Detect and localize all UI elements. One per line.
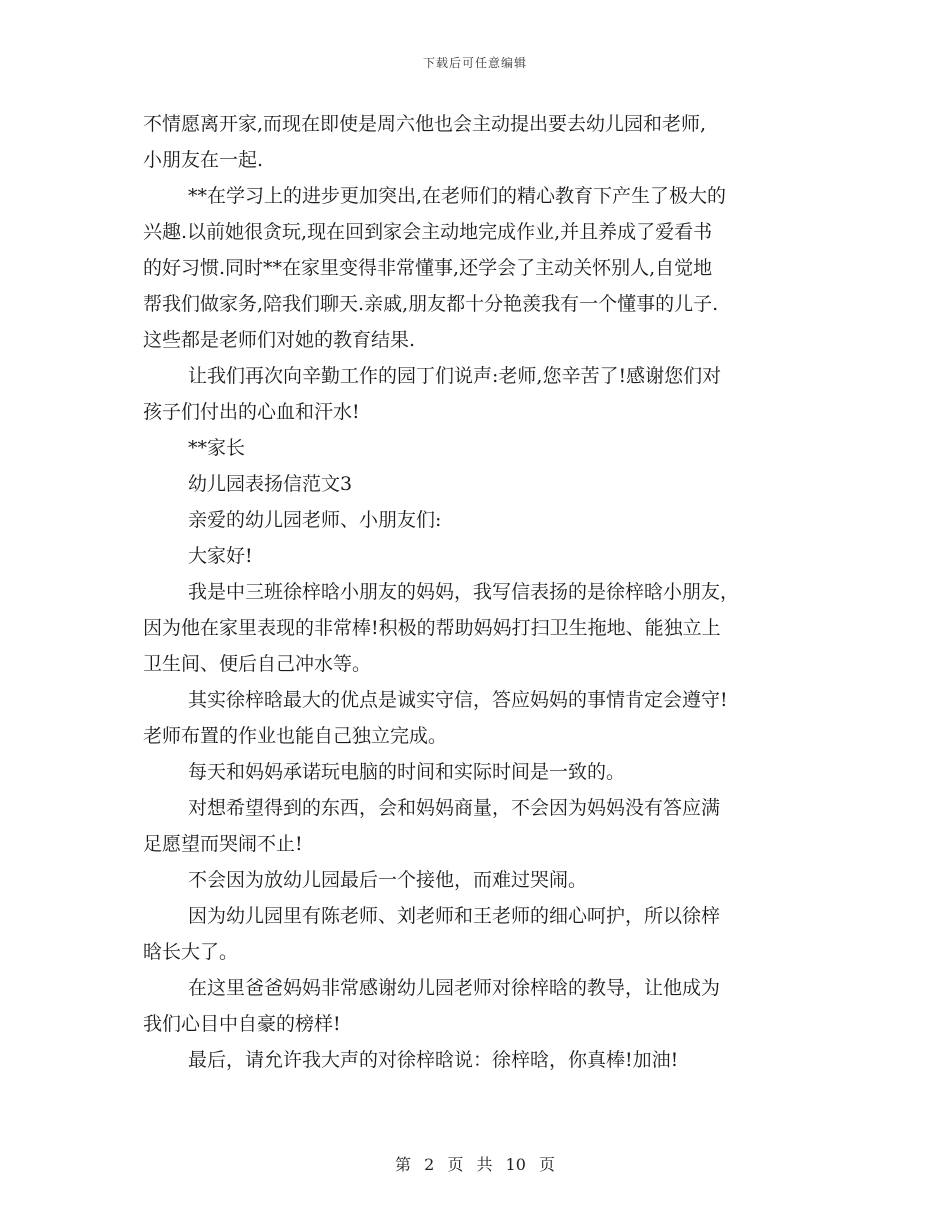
text-line: 不会因为放幼儿园最后一个接他，而难过哭闹。: [188, 869, 588, 891]
text-line: 每天和妈妈承诺玩电脑的时间和实际时间是一致的。: [188, 761, 626, 783]
text-line: 其实徐梓晗最大的优点是诚实守信，答应妈妈的事情肯定会遵守!: [188, 689, 728, 711]
page-footer: 第 2 页 共 10 页: [395, 1155, 555, 1174]
text-line: 老师布置的作业也能自己独立完成。: [143, 725, 448, 747]
text-line: 的好习惯.同时**在家里变得非常懂事,还学会了主动关怀别人,自觉地: [143, 257, 713, 279]
text-line: **在学习上的进步更加突出,在老师们的精心教育下产生了极大的: [188, 185, 727, 207]
document-body: [143, 106, 815, 1078]
text-line: 兴趣.以前她很贪玩,现在回到家会主动地完成作业,并且养成了爱看书: [143, 221, 713, 243]
header-note: 下载后可任意编辑: [422, 56, 527, 70]
text-line: 晗长大了。: [143, 941, 239, 963]
text-line: 我们心目中自豪的榜样!: [143, 1013, 341, 1035]
text-line: 卫生间、便后自己冲水等。: [143, 653, 372, 675]
text-line: 亲爱的幼儿园老师、小朋友们:: [188, 509, 442, 531]
text-line: 这些都是老师们对她的教育结果.: [143, 329, 416, 351]
text-line: 在这里爸爸妈妈非常感谢幼儿园老师对徐梓晗的教导，让他成为: [188, 977, 721, 999]
text-line: **家长: [188, 437, 246, 459]
text-line: 让我们再次向辛勤工作的园丁们说声:老师,您辛苦了!感谢您们对: [188, 365, 722, 387]
text-line: 足愿望而哭闹不止!: [143, 833, 303, 855]
text-line: 帮我们做家务,陪我们聊天.亲戚,朋友都十分艳羡我有一个懂事的儿子.: [143, 293, 719, 315]
text-line: 因为幼儿园里有陈老师、刘老师和王老师的细心呵护，所以徐梓: [188, 905, 721, 927]
text-line: 不情愿离开家,而现在即使是周六他也会主动提出要去幼儿园和老师,: [143, 113, 707, 135]
text-line: 因为他在家里表现的非常棒!积极的帮助妈妈打扫卫生拖地、能独立上: [143, 617, 721, 639]
text-line: 对想希望得到的东西，会和妈妈商量，不会因为妈妈没有答应满: [188, 797, 721, 819]
text-line: 幼儿园表扬信范文3: [188, 473, 353, 495]
text-line: 小朋友在一起.: [143, 149, 264, 171]
text-line: 我是中三班徐梓晗小朋友的妈妈，我写信表扬的是徐梓晗小朋友，: [188, 581, 740, 603]
text-line: 最后，请允许我大声的对徐梓晗说：徐梓晗，你真棒!加油!: [188, 1049, 679, 1071]
text-line: 大家好!: [188, 545, 253, 567]
text-line: 孩子们付出的心血和汗水!: [143, 401, 360, 423]
